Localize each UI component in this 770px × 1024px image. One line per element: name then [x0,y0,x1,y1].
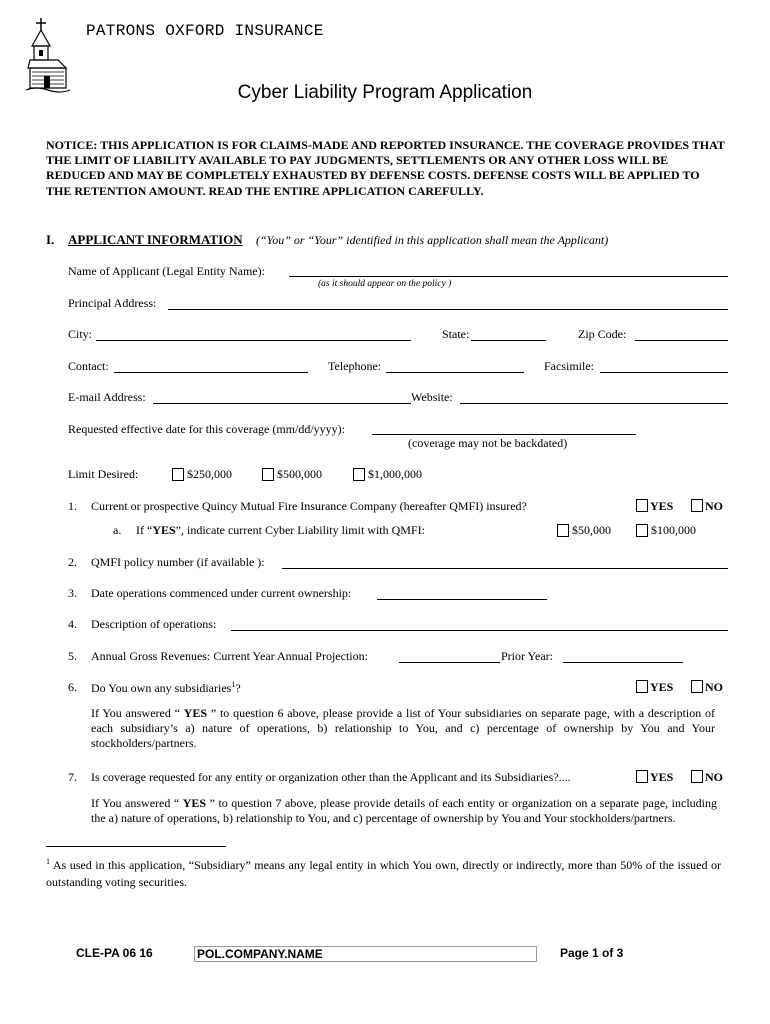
effective-date-label: Requested effective date for this coverage (mm/dd/yyyy): [68,422,346,436]
q2-number: 2. [68,555,77,569]
q5-text: Annual Gross Revenues: Current Year Annual Projection: [91,649,368,663]
limit-250k-checkbox[interactable] [172,468,184,481]
q5-prior-year-field[interactable] [563,662,683,663]
q7-no-label: NO [705,770,723,784]
q5-number: 5. [68,649,77,663]
facsimile-label: Facsimile: [544,359,594,373]
limit-1m-checkbox[interactable] [353,468,365,481]
q4-number: 4. [68,617,77,631]
q6-text: Do You own any subsidiaries$^1$? [91,680,241,695]
q1a-text: If “YES”, indicate current Cyber Liability limit with QMFI: [136,523,425,537]
principal-address-label: Principal Address: [68,296,157,310]
section-note: (“You” or “Your” identified in this application shall mean the Applicant) [256,233,609,247]
section-number: I. [46,232,55,247]
q6-yes-label: YES [650,680,674,694]
zip-field[interactable] [635,340,728,341]
q1-no-checkbox[interactable] [691,499,703,512]
company-name-field[interactable]: POL.COMPANY.NAME [194,946,537,962]
page-title: Cyber Liability Program Application [237,82,533,103]
page-number: Page 1 of 3 [560,946,624,960]
q7-no-checkbox[interactable] [691,770,703,783]
limit-desired-label: Limit Desired: [68,467,139,481]
zip-label: Zip Code: [578,327,627,341]
q1a-50k-label: $50,000 [572,523,611,537]
company-name: PATRONS OXFORD INSURANCE [86,22,324,40]
q7-followup-text: If You answered “ YES ” to question 7 above, please provide details of each entity or organization on a separate page, including the a) nature of operations, b) relationship to You, and c) percentage of ownership by You and Your stockholders/partners. [91,796,718,825]
limit-1m-label: $1,000,000 [368,467,422,481]
q2-policy-field[interactable] [282,568,728,569]
footnote-separator [46,846,226,847]
q4-description-field[interactable] [231,630,728,631]
q2-text: QMFI policy number (if available ): [91,555,265,569]
q6-no-label: NO [705,680,723,694]
q6-number: 6. [68,680,77,694]
website-label: Website: [411,390,453,404]
city-label: City: [68,327,93,341]
contact-label: Contact: [68,359,109,373]
facsimile-field[interactable] [600,372,728,373]
q1a-number: a. [113,523,122,537]
email-label: E-mail Address: [68,390,146,404]
q6-followup-text: If You answered “ YES ” to question 6 above, please provide a list of Your subsidiaries on separate page, with a description of each subsidiary’s a) nature of operations, b) relationship to You, and c) percentage of ownership by You and Your stockholders/partners. [91,706,716,750]
city-field[interactable] [96,340,411,341]
q7-text: Is coverage requested for any entity or organization other than the Applicant and its Subsidiaries?.... [91,770,571,784]
q1-no-label: NO [705,499,723,513]
email-field[interactable] [153,403,411,404]
effective-date-field[interactable] [372,434,636,435]
notice-text: NOTICE: THIS APPLICATION IS FOR CLAIMS-MADE AND REPORTED INSURANCE. THE COVERAGE PROVIDES THAT THE LIMIT OF LIABILITY AVAILABLE TO PAY JUDGMENTS, SETTLEMENTS OR ANY OTHER LOSS WILL BE REDUCED AND MAY BE COMPLETELY EXHAUSTED BY DEFENSE COSTS. DEFENSE COSTS WILL BE APPLIED TO THE RETENTION AMOUNT. READ THE ENTIRE APPLICATION CAREFULLY. [46,138,725,198]
q3-number: 3. [68,586,77,600]
effective-date-hint: (coverage may not be backdated) [408,436,568,450]
q3-text: Date operations commenced under current ownership: [91,586,352,600]
q5-prior-year-label: Prior Year: [501,649,554,663]
q1a-50k-checkbox[interactable] [557,524,569,537]
applicant-name-field[interactable] [289,276,728,277]
q6-yes-checkbox[interactable] [636,680,648,693]
q1a-100k-label: $100,000 [651,523,696,537]
q7-yes-checkbox[interactable] [636,770,648,783]
footnote-text: $^1$ As used in this application, “Subsidiary” means any legal entity in which You own, directly or indirectly, more than 50% of the issued or outstanding voting securities. [46,857,721,889]
q1-number: 1. [68,499,77,513]
q4-text: Description of operations: [91,617,217,631]
q6-no-checkbox[interactable] [691,680,703,693]
form-code: CLE-PA 06 16 [76,946,153,960]
q1-text: Current or prospective Quincy Mutual Fire Insurance Company (hereafter QMFI) insured? [91,499,527,513]
q7-yes-label: YES [650,770,674,784]
principal-address-field[interactable] [168,309,728,310]
applicant-name-label: Name of Applicant (Legal Entity Name): [68,264,265,278]
limit-500k-label: $500,000 [277,467,322,481]
telephone-label: Telephone: [328,359,382,373]
q1-yes-checkbox[interactable] [636,499,648,512]
limit-500k-checkbox[interactable] [262,468,274,481]
state-field[interactable] [471,340,546,341]
q7-number: 7. [68,770,77,784]
limit-250k-label: $250,000 [187,467,232,481]
q1-yes-label: YES [650,499,674,513]
q3-date-field[interactable] [377,599,547,600]
section-heading: APPLICANT INFORMATION [68,232,243,247]
state-label: State: [442,327,470,341]
applicant-name-hint: (as it should appear on the policy ) [318,279,452,289]
q5-current-year-field[interactable] [399,662,500,663]
telephone-field[interactable] [386,372,524,373]
website-field[interactable] [460,403,728,404]
contact-field[interactable] [114,372,308,373]
q1a-100k-checkbox[interactable] [636,524,648,537]
